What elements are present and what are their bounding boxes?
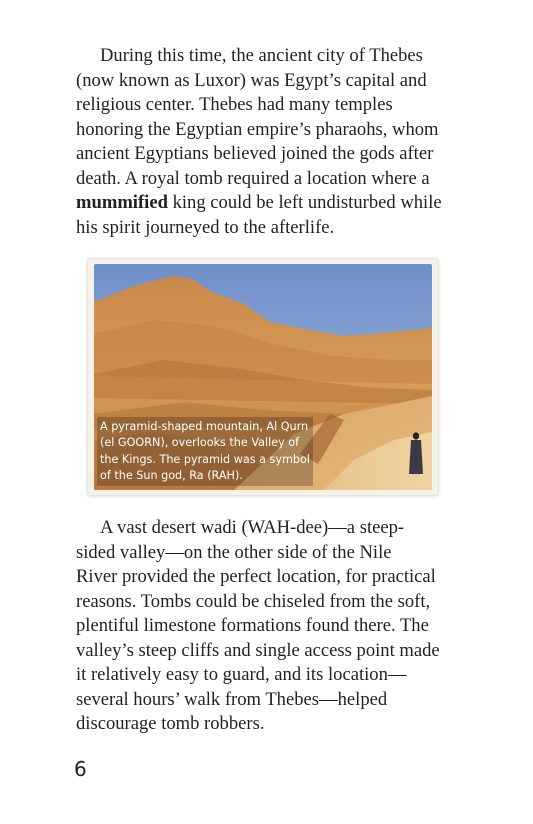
paragraph-thebes <box>76 44 466 240</box>
paragraph-line: plentiful limestone formations found there. The <box>76 615 429 636</box>
paragraph-line: During this time, the ancient city of Thebes <box>100 45 423 66</box>
paragraph-line: valley’s steep cliffs and single access point made <box>76 639 440 661</box>
paragraph-line: River provided the perfect location, for practical <box>76 566 436 587</box>
photo-figure <box>88 259 438 495</box>
glossary-term-mummified: mummified <box>76 192 168 213</box>
paragraph-line: discourage tomb robbers. <box>76 713 265 734</box>
paragraph-line: sided valley—on the other side of the Nile <box>76 541 392 563</box>
page-number: 6 <box>74 757 87 781</box>
caption-line: the Kings. The pyramid was a symbol <box>100 452 310 466</box>
caption-line: (el GOORN), overlooks the Valley of <box>100 436 300 450</box>
paragraph-line: several hours’ walk from Thebes—helped <box>76 688 388 710</box>
paragraph-line: his spirit journeyed to the afterlife. <box>76 216 335 238</box>
caption-line: A pyramid-shaped mountain, Al Qurn <box>100 420 309 434</box>
paragraph-line: A vast desert wadi (WAH-dee)—a steep- <box>100 517 405 538</box>
caption-line: of the Sun god, Ra (RAH). <box>100 468 243 482</box>
paragraph-line: religious center. Thebes had many temples <box>76 94 393 115</box>
paragraph-line: reasons. Tombs could be chiseled from the soft, <box>76 590 431 612</box>
paragraph-line: it relatively easy to guard, and its location— <box>76 664 407 685</box>
paragraph-line-rest: king could be left undisturbed while <box>167 192 442 213</box>
paragraph-line <box>76 191 466 216</box>
paragraph-line: ancient Egyptians believed joined the gods after <box>76 143 434 164</box>
paragraph-wadi <box>76 516 466 737</box>
photo-caption <box>97 417 313 486</box>
paragraph-line: honoring the Egyptian empire’s pharaohs, whom <box>76 118 439 140</box>
paragraph-line: (now known as Luxor) was Egypt’s capital and <box>76 69 427 91</box>
paragraph-line: death. A royal tomb required a location where a <box>76 167 430 189</box>
